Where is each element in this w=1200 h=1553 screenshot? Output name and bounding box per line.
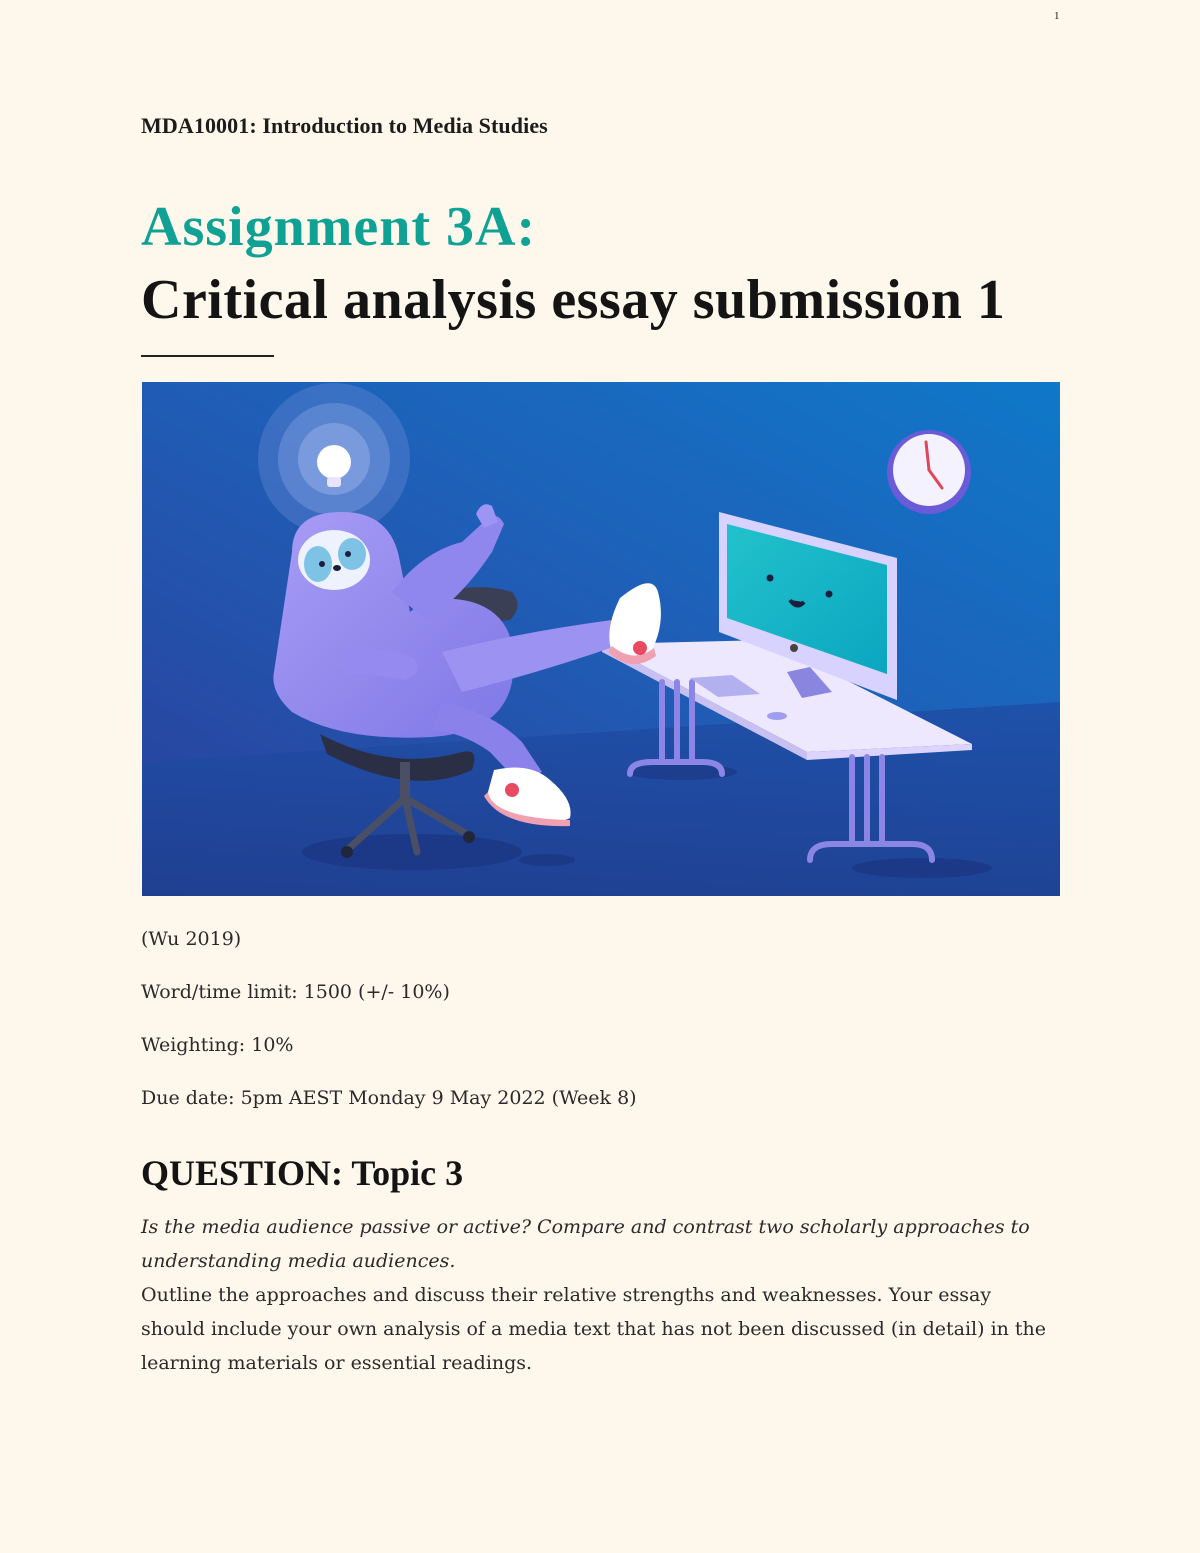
page-number: 1: [1054, 10, 1060, 22]
question-instructions: Outline the approaches and discuss their relative strengths and weaknesses. Your essay should include your own analysis of a media text that has not been discussed (in detail) in the learning materials or essential readings.: [141, 1284, 1047, 1374]
due-date: Due date: 5pm AEST Monday 9 May 2022 (Week 8): [141, 1087, 637, 1109]
sloth-desk-illustration: [142, 382, 1060, 896]
assignment-title: Assignment 3A:: [141, 196, 537, 258]
question-heading: QUESTION: Topic 3: [141, 1153, 464, 1193]
title-divider: [141, 355, 274, 357]
image-citation: (Wu 2019): [141, 928, 242, 950]
weighting: Weighting: 10%: [141, 1034, 294, 1056]
assignment-subtitle: Critical analysis essay submission 1: [141, 269, 1006, 331]
hero-illustration: [142, 382, 1060, 896]
question-prompt: Is the media audience passive or active? Compare and contrast two scholarly approaches to understanding media audiences.: [141, 1216, 1030, 1272]
course-title: MDA10001: Introduction to Media Studies: [141, 113, 548, 138]
word-limit: Word/time limit: 1500 (+/- 10%): [141, 981, 450, 1003]
